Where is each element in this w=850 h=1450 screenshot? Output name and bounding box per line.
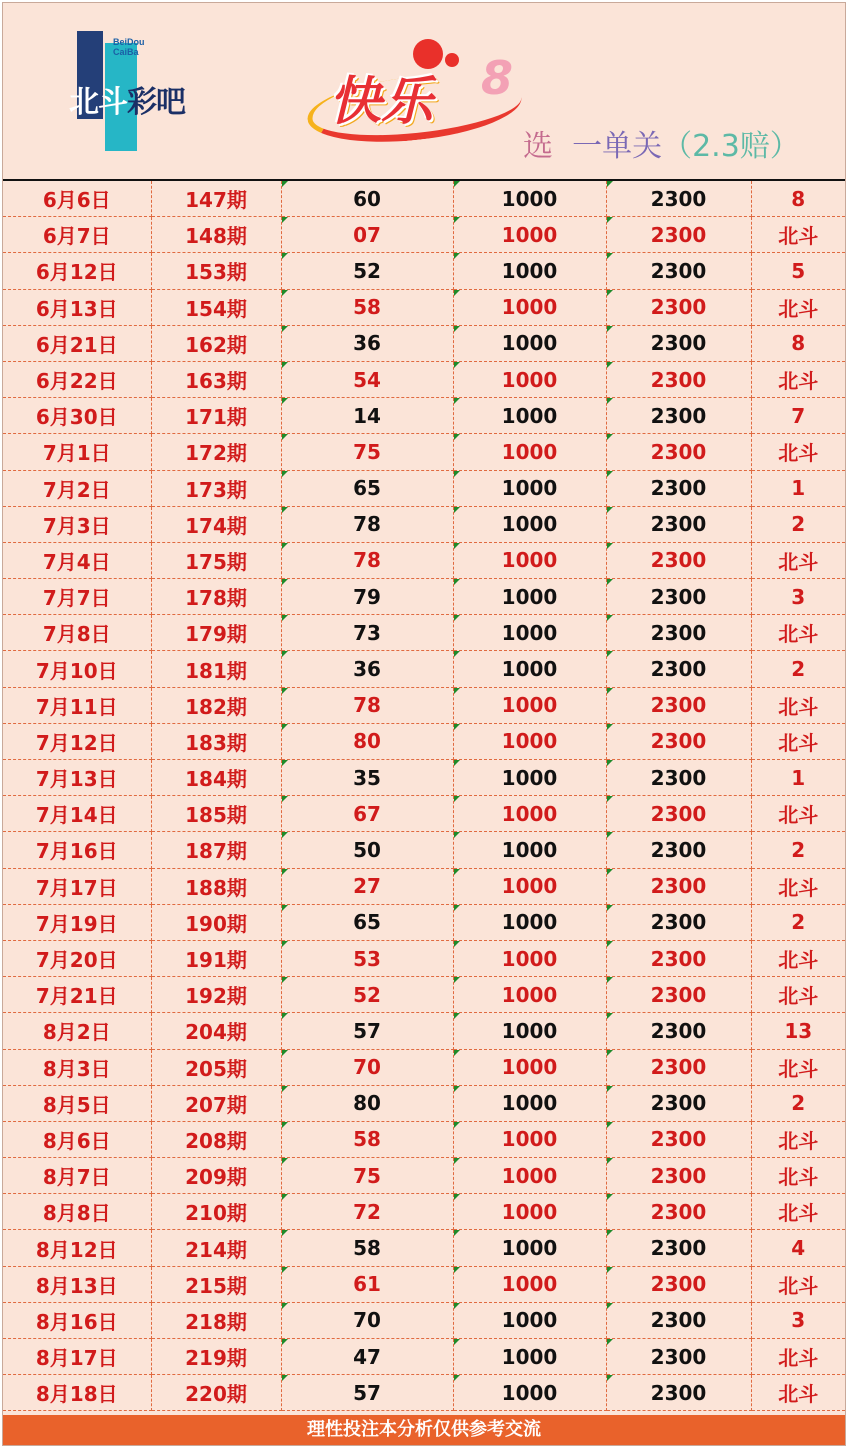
date-cell: 6月12日 (3, 253, 151, 289)
number-cell: 52 (281, 253, 453, 289)
issue-cell: 210期 (151, 1194, 281, 1230)
issue-cell: 172期 (151, 434, 281, 470)
bet-cell: 1000 (453, 832, 606, 868)
bet-cell: 1000 (453, 217, 606, 253)
table-row (3, 434, 845, 470)
number-cell: 36 (281, 651, 453, 687)
bet-cell: 1000 (453, 506, 606, 542)
table-row (3, 868, 845, 904)
logo-dot-small (445, 53, 459, 67)
number-cell: 79 (281, 579, 453, 615)
prize-cell: 2300 (606, 542, 751, 578)
prize-cell: 2300 (606, 723, 751, 759)
footer-disclaimer: 理性投注本分析仅供参考交流 (3, 1415, 845, 1445)
prize-cell: 2300 (606, 1085, 751, 1121)
issue-cell: 208期 (151, 1121, 281, 1157)
prize-cell: 2300 (606, 470, 751, 506)
issue-cell: 148期 (151, 217, 281, 253)
number-cell: 78 (281, 687, 453, 723)
table-row (3, 289, 845, 325)
result-cell: 北斗 (751, 1266, 845, 1302)
result-cell: 北斗 (751, 868, 845, 904)
number-cell: 67 (281, 796, 453, 832)
number-cell: 35 (281, 760, 453, 796)
issue-cell: 163期 (151, 361, 281, 397)
prize-cell: 2300 (606, 217, 751, 253)
date-cell: 8月12日 (3, 1230, 151, 1266)
result-cell: 2 (751, 832, 845, 868)
number-cell: 52 (281, 977, 453, 1013)
date-cell: 8月13日 (3, 1266, 151, 1302)
table-row (3, 796, 845, 832)
issue-cell: 209期 (151, 1158, 281, 1194)
number-cell: 72 (281, 1194, 453, 1230)
number-cell: 60 (281, 181, 453, 217)
bet-cell: 1000 (453, 1085, 606, 1121)
table-row (3, 398, 845, 434)
issue-cell: 185期 (151, 796, 281, 832)
result-cell: 北斗 (751, 1121, 845, 1157)
result-cell: 8 (751, 325, 845, 361)
result-cell: 5 (751, 253, 845, 289)
header (3, 3, 845, 181)
number-cell: 58 (281, 1230, 453, 1266)
bet-cell: 1000 (453, 579, 606, 615)
result-cell: 北斗 (751, 542, 845, 578)
bet-cell: 1000 (453, 687, 606, 723)
bet-cell: 1000 (453, 904, 606, 940)
logo-small-text: BeiDou CaiBa (113, 37, 145, 57)
bet-cell: 1000 (453, 1049, 606, 1085)
issue-cell: 162期 (151, 325, 281, 361)
result-cell: 北斗 (751, 434, 845, 470)
kuaile8-logo (303, 37, 533, 137)
table-row (3, 361, 845, 397)
issue-cell: 147期 (151, 181, 281, 217)
logo-main-text (69, 77, 185, 121)
result-cell: 13 (751, 1013, 845, 1049)
date-cell: 6月21日 (3, 325, 151, 361)
table-row (3, 1302, 845, 1338)
table-row (3, 904, 845, 940)
issue-cell: 182期 (151, 687, 281, 723)
issue-cell: 179期 (151, 615, 281, 651)
bet-cell: 1000 (453, 1194, 606, 1230)
result-cell: 北斗 (751, 723, 845, 759)
date-cell: 8月16日 (3, 1302, 151, 1338)
table-row (3, 1266, 845, 1302)
prize-cell: 2300 (606, 832, 751, 868)
date-cell: 7月8日 (3, 615, 151, 651)
number-cell: 07 (281, 217, 453, 253)
table-row (3, 615, 845, 651)
table-row (3, 1158, 845, 1194)
results-body (3, 181, 845, 1411)
bet-cell: 1000 (453, 1013, 606, 1049)
result-cell: 北斗 (751, 1194, 845, 1230)
bet-cell: 1000 (453, 289, 606, 325)
table-row (3, 542, 845, 578)
issue-cell: 207期 (151, 1085, 281, 1121)
number-cell: 36 (281, 325, 453, 361)
result-cell: 北斗 (751, 977, 845, 1013)
issue-cell: 218期 (151, 1302, 281, 1338)
issue-cell: 188期 (151, 868, 281, 904)
prize-cell: 2300 (606, 325, 751, 361)
logo-main-a: 北斗 (69, 85, 127, 120)
results-table (3, 181, 845, 1411)
number-cell: 65 (281, 904, 453, 940)
issue-cell: 184期 (151, 760, 281, 796)
date-cell: 8月2日 (3, 1013, 151, 1049)
prize-cell: 2300 (606, 687, 751, 723)
date-cell: 7月3日 (3, 506, 151, 542)
date-cell: 7月10日 (3, 651, 151, 687)
result-cell: 2 (751, 1085, 845, 1121)
prize-cell: 2300 (606, 579, 751, 615)
date-cell: 6月6日 (3, 181, 151, 217)
prize-cell: 2300 (606, 940, 751, 976)
bet-cell: 1000 (453, 615, 606, 651)
prize-cell: 2300 (606, 1121, 751, 1157)
prize-cell: 2300 (606, 1230, 751, 1266)
number-cell: 73 (281, 615, 453, 651)
result-cell: 7 (751, 398, 845, 434)
logo-text: 快乐 (329, 72, 434, 132)
date-cell: 8月5日 (3, 1085, 151, 1121)
number-cell: 80 (281, 1085, 453, 1121)
table-row (3, 579, 845, 615)
poster (2, 2, 846, 1446)
table-row (3, 470, 845, 506)
prize-cell: 2300 (606, 434, 751, 470)
table-row (3, 1049, 845, 1085)
number-cell: 50 (281, 832, 453, 868)
number-cell: 58 (281, 1121, 453, 1157)
prize-cell: 2300 (606, 253, 751, 289)
issue-cell: 153期 (151, 253, 281, 289)
number-cell: 70 (281, 1049, 453, 1085)
prize-cell: 2300 (606, 760, 751, 796)
number-cell: 61 (281, 1266, 453, 1302)
bet-cell: 1000 (453, 470, 606, 506)
bet-cell: 1000 (453, 542, 606, 578)
bet-cell: 1000 (453, 181, 606, 217)
date-cell: 7月11日 (3, 687, 151, 723)
table-row (3, 1121, 845, 1157)
bet-cell: 1000 (453, 868, 606, 904)
table-row (3, 506, 845, 542)
bet-cell: 1000 (453, 651, 606, 687)
date-cell: 7月13日 (3, 760, 151, 796)
date-cell: 7月19日 (3, 904, 151, 940)
number-cell: 47 (281, 1339, 453, 1375)
bet-cell: 1000 (453, 977, 606, 1013)
bet-cell: 1000 (453, 1339, 606, 1375)
number-cell: 57 (281, 1013, 453, 1049)
date-cell: 8月3日 (3, 1049, 151, 1085)
number-cell: 53 (281, 940, 453, 976)
number-cell: 78 (281, 506, 453, 542)
date-cell: 7月14日 (3, 796, 151, 832)
date-cell: 6月30日 (3, 398, 151, 434)
prize-cell: 2300 (606, 1158, 751, 1194)
result-cell: 北斗 (751, 940, 845, 976)
subtitle-part-1: 选 (523, 129, 553, 164)
result-cell: 北斗 (751, 217, 845, 253)
number-cell: 78 (281, 542, 453, 578)
table-row (3, 181, 845, 217)
bet-cell: 1000 (453, 1375, 606, 1411)
issue-cell: 219期 (151, 1339, 281, 1375)
table-row (3, 651, 845, 687)
date-cell: 6月22日 (3, 361, 151, 397)
issue-cell: 191期 (151, 940, 281, 976)
date-cell: 7月2日 (3, 470, 151, 506)
number-cell: 70 (281, 1302, 453, 1338)
issue-cell: 174期 (151, 506, 281, 542)
table-row (3, 1085, 845, 1121)
date-cell: 7月12日 (3, 723, 151, 759)
date-cell: 7月7日 (3, 579, 151, 615)
result-cell: 北斗 (751, 796, 845, 832)
result-cell: 8 (751, 181, 845, 217)
date-cell: 7月20日 (3, 940, 151, 976)
number-cell: 14 (281, 398, 453, 434)
subtitle-part-2: 一单关 (572, 129, 663, 164)
issue-cell: 173期 (151, 470, 281, 506)
prize-cell: 2300 (606, 615, 751, 651)
result-cell: 北斗 (751, 1049, 845, 1085)
bet-cell: 1000 (453, 325, 606, 361)
date-cell: 7月21日 (3, 977, 151, 1013)
subtitle-part-3: （2.3赔） (662, 129, 800, 164)
table-row (3, 760, 845, 796)
result-cell: 北斗 (751, 1339, 845, 1375)
result-cell: 北斗 (751, 361, 845, 397)
bet-cell: 1000 (453, 434, 606, 470)
result-cell: 2 (751, 651, 845, 687)
issue-cell: 181期 (151, 651, 281, 687)
prize-cell: 2300 (606, 977, 751, 1013)
issue-cell: 171期 (151, 398, 281, 434)
date-cell: 7月17日 (3, 868, 151, 904)
issue-cell: 190期 (151, 904, 281, 940)
number-cell: 57 (281, 1375, 453, 1411)
number-cell: 27 (281, 868, 453, 904)
prize-cell: 2300 (606, 1013, 751, 1049)
table-row (3, 1339, 845, 1375)
logo-main-b: 彩吧 (127, 85, 185, 120)
table-row (3, 253, 845, 289)
table-row (3, 1013, 845, 1049)
result-cell: 1 (751, 760, 845, 796)
table-row (3, 217, 845, 253)
bet-cell: 1000 (453, 760, 606, 796)
table-row (3, 1375, 845, 1411)
result-cell: 4 (751, 1230, 845, 1266)
issue-cell: 215期 (151, 1266, 281, 1302)
issue-cell: 220期 (151, 1375, 281, 1411)
number-cell: 75 (281, 1158, 453, 1194)
prize-cell: 2300 (606, 506, 751, 542)
issue-cell: 183期 (151, 723, 281, 759)
prize-cell: 2300 (606, 398, 751, 434)
prize-cell: 2300 (606, 1375, 751, 1411)
prize-cell: 2300 (606, 796, 751, 832)
table-row (3, 940, 845, 976)
prize-cell: 2300 (606, 181, 751, 217)
issue-cell: 175期 (151, 542, 281, 578)
bet-cell: 1000 (453, 796, 606, 832)
date-cell: 8月6日 (3, 1121, 151, 1157)
logo-number: 8 (481, 51, 514, 105)
result-cell: 3 (751, 1302, 845, 1338)
issue-cell: 187期 (151, 832, 281, 868)
date-cell: 8月18日 (3, 1375, 151, 1411)
bet-cell: 1000 (453, 398, 606, 434)
result-cell: 北斗 (751, 289, 845, 325)
result-cell: 3 (751, 579, 845, 615)
issue-cell: 214期 (151, 1230, 281, 1266)
bet-cell: 1000 (453, 723, 606, 759)
subtitle (523, 121, 800, 165)
date-cell: 7月16日 (3, 832, 151, 868)
prize-cell: 2300 (606, 361, 751, 397)
date-cell: 8月17日 (3, 1339, 151, 1375)
result-cell: 1 (751, 470, 845, 506)
issue-cell: 204期 (151, 1013, 281, 1049)
bet-cell: 1000 (453, 361, 606, 397)
number-cell: 80 (281, 723, 453, 759)
bet-cell: 1000 (453, 940, 606, 976)
date-cell: 8月7日 (3, 1158, 151, 1194)
table-row (3, 977, 845, 1013)
prize-cell: 2300 (606, 1194, 751, 1230)
table-row (3, 325, 845, 361)
date-cell: 7月1日 (3, 434, 151, 470)
prize-cell: 2300 (606, 289, 751, 325)
date-cell: 6月7日 (3, 217, 151, 253)
result-cell: 北斗 (751, 615, 845, 651)
table-row (3, 1194, 845, 1230)
bet-cell: 1000 (453, 1230, 606, 1266)
table-row (3, 687, 845, 723)
table-row (3, 1230, 845, 1266)
bet-cell: 1000 (453, 1266, 606, 1302)
prize-cell: 2300 (606, 904, 751, 940)
number-cell: 65 (281, 470, 453, 506)
bet-cell: 1000 (453, 1158, 606, 1194)
number-cell: 75 (281, 434, 453, 470)
prize-cell: 2300 (606, 651, 751, 687)
prize-cell: 2300 (606, 1049, 751, 1085)
prize-cell: 2300 (606, 1302, 751, 1338)
issue-cell: 205期 (151, 1049, 281, 1085)
prize-cell: 2300 (606, 1339, 751, 1375)
date-cell: 7月4日 (3, 542, 151, 578)
number-cell: 58 (281, 289, 453, 325)
result-cell: 北斗 (751, 687, 845, 723)
bet-cell: 1000 (453, 253, 606, 289)
table-row (3, 832, 845, 868)
bet-cell: 1000 (453, 1121, 606, 1157)
prize-cell: 2300 (606, 868, 751, 904)
issue-cell: 192期 (151, 977, 281, 1013)
table-row (3, 723, 845, 759)
date-cell: 8月8日 (3, 1194, 151, 1230)
bet-cell: 1000 (453, 1302, 606, 1338)
result-cell: 北斗 (751, 1375, 845, 1411)
issue-cell: 154期 (151, 289, 281, 325)
result-cell: 2 (751, 904, 845, 940)
result-cell: 2 (751, 506, 845, 542)
issue-cell: 178期 (151, 579, 281, 615)
prize-cell: 2300 (606, 1266, 751, 1302)
result-cell: 北斗 (751, 1158, 845, 1194)
date-cell: 6月13日 (3, 289, 151, 325)
beidou-logo (69, 31, 219, 151)
number-cell: 54 (281, 361, 453, 397)
